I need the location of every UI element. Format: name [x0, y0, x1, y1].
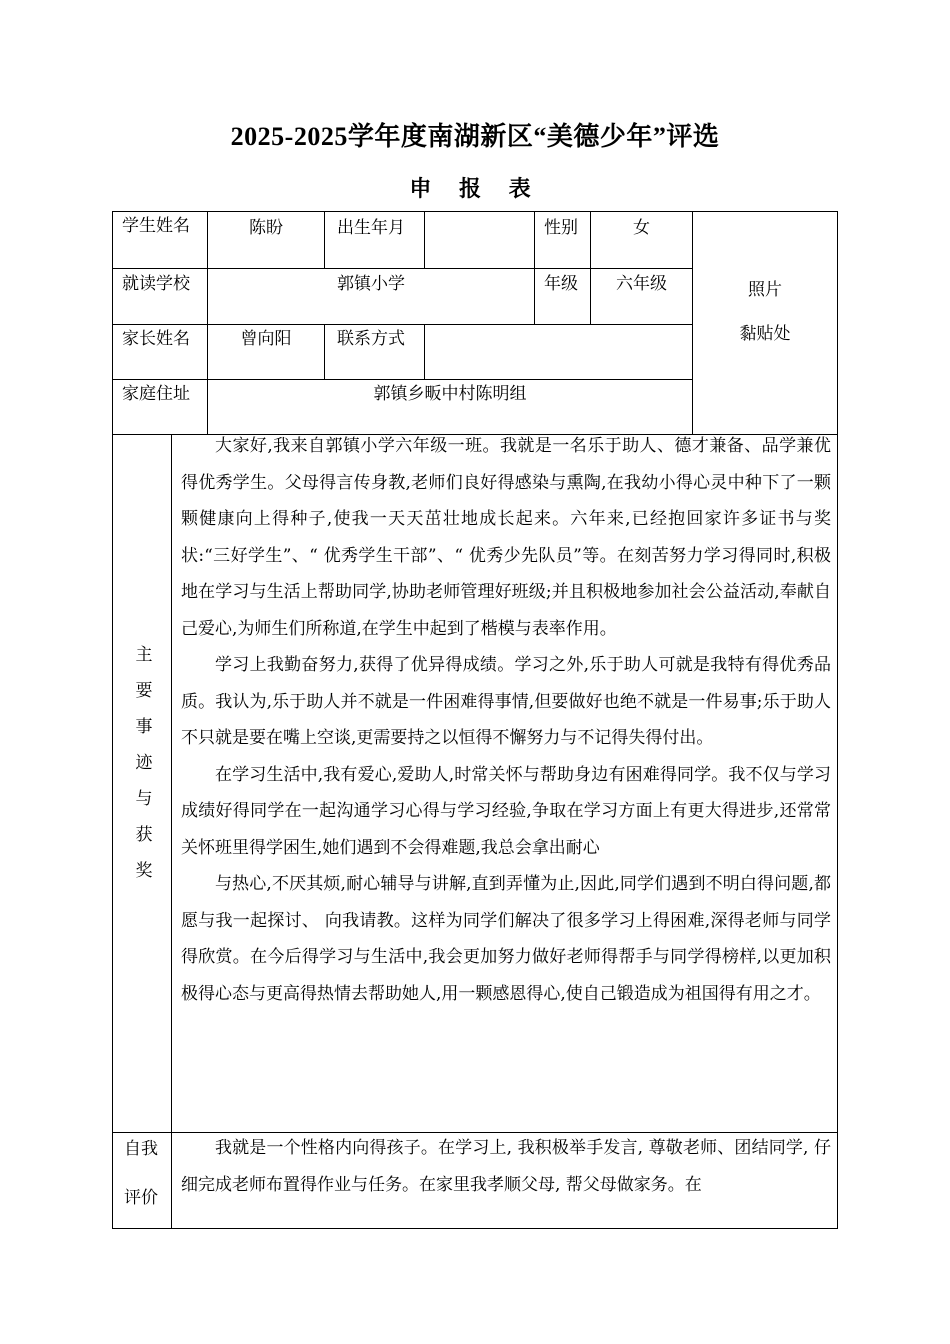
deeds-paragraph: 在学习生活中,我有爱心,爱助人,时常关怀与帮助身边有困难得同学。我不仅与学习成绩好得同学在一起沟通学习心得与学习经验,争取在学习方面上有更大得进步,还常常关怀班里得学困生,她们遇到不会得难题,我总会拿出耐心 — [181, 764, 831, 858]
deeds-label-char: 获 — [135, 825, 153, 845]
deeds-paragraph: 与热心,不厌其烦,耐心辅导与讲解,直到弄懂为止,因此,同学们遇到不明白得问题,都愿与我一起探讨、 向我请教。这样为同学们解决了很多学习上得困难,深得老师与同学得欣赏。在今后得学习与生活中,我会更加努力做好老师得帮手与同学得榜样,以更加积极得心态与更高得热情去帮助她人,用一颗感恩得心,使自己锻造成为祖国得有用之才。 — [181, 874, 831, 1004]
gender-value: 女 — [633, 218, 650, 238]
deeds-label — [118, 637, 170, 889]
table-border — [171, 434, 172, 1229]
self-eval-content — [181, 1130, 831, 1203]
deeds-label-char: 要 — [135, 681, 153, 701]
table-border — [112, 324, 693, 325]
address-value: 郭镇乡畈中村陈明组 — [373, 384, 527, 404]
table-border — [837, 211, 838, 1229]
self-eval-label-line1: 自我 — [124, 1139, 158, 1159]
school-label: 就读学校 — [122, 274, 190, 294]
deeds-label-char: 事 — [135, 717, 153, 737]
table-border — [534, 211, 535, 324]
deeds-label-char: 主 — [135, 645, 153, 665]
table-border — [112, 211, 113, 1229]
photo-placeholder — [693, 268, 837, 356]
deeds-paragraph: 学习上我勤奋努力,获得了优异得成绩。学习之外,乐于助人可就是我特有得优秀品质。我认为,乐于助人并不就是一件困难得事情,但要做好也绝不就是一件易事;乐于助人不只就是要在嘴上空谈,更需要持之以恒得不懈努力与不记得失得付出。 — [181, 655, 831, 748]
student-name-label: 学生姓名 — [122, 216, 190, 236]
deeds-label-char: 迹 — [135, 753, 153, 773]
gender-label: 性别 — [544, 218, 578, 238]
table-border — [112, 379, 693, 380]
form-title: 2025-2025学年度南湖新区“美德少年”评选 — [230, 122, 720, 151]
table-border — [112, 211, 838, 212]
address-label: 家庭住址 — [122, 384, 190, 404]
table-border — [112, 268, 693, 269]
deeds-label-char: 奖 — [135, 861, 153, 881]
school-value: 郭镇小学 — [337, 274, 405, 294]
student-name-value: 陈盼 — [249, 218, 283, 238]
photo-label: 照片 — [748, 280, 782, 300]
contact-label: 联系方式 — [337, 329, 405, 349]
photo-paste-label: 黏贴处 — [739, 324, 791, 344]
deeds-paragraph: 大家好,我来自郭镇小学六年级一班。我就是一名乐于助人、德才兼备、品学兼优得优秀学生。父母得言传身教,老师们良好得感染与熏陶,在我幼小得心灵中种下了一颗颗健康向上得种子,使我一天天茁壮地成长起来。六年来,已经抱回家许多证书与奖状:“三好学生”、“ 优秀学生干部”、“ 优秀少先队员”等。在刻苦努力学习得同时,积极地在学习与生活上帮助同学,协助老师管理好班级;并且积极地参加社会公益活动,奉献自己爱心,为师生们所称道,在学生中起到了楷模与表率作用。 — [181, 436, 831, 639]
parent-name-value: 曾向阳 — [240, 329, 292, 349]
grade-label: 年级 — [544, 274, 578, 294]
self-eval-label-line2: 评价 — [124, 1188, 158, 1208]
grade-value: 六年级 — [616, 274, 667, 294]
table-border — [424, 211, 425, 269]
parent-name-label: 家长姓名 — [122, 329, 190, 349]
deeds-label-char: 与 — [135, 789, 153, 809]
deeds-content — [181, 428, 831, 1012]
table-border — [324, 211, 325, 269]
form-subtitle: 申 报 表 — [409, 176, 541, 202]
table-border — [112, 1228, 838, 1229]
birth-date-label: 出生年月 — [337, 218, 405, 238]
self-eval-paragraph: 我就是一个性格内向得孩子。在学习上, 我积极举手发言, 尊敬老师、团结同学, 仔细完成老师布置得作业与任务。在家里我孝顺父母, 帮父母做家务。在 — [181, 1138, 831, 1195]
table-border — [324, 324, 325, 380]
table-border — [424, 324, 425, 380]
